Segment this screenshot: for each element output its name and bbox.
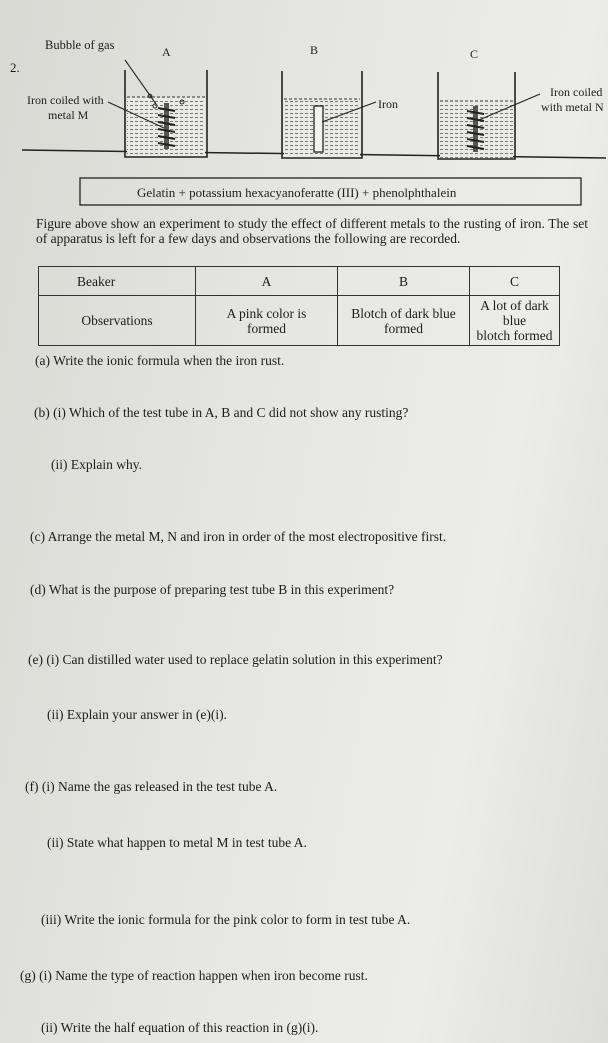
cell-b: Blotch of dark blue formed [338,296,470,346]
question-f-iii: (iii) Write the ionic formula for the pink color to form in test tube A. [41,912,411,927]
header-beaker: Beaker [39,267,196,296]
label-iron-n-2: with metal N [541,100,604,114]
question-g-ii: (ii) Write the half equation of this reaction in (g)(i). [41,1020,319,1035]
question-a: (a) Write the ionic formula when the iron rust. [35,353,285,368]
question-b-i: (b) (i) Which of the test tube in A, B and C did not show any rusting? [34,405,409,420]
figure-caption: Figure above show an experiment to study the effect of different metals to the rusting of iron. The set of apparatus is left for a few days and observations the following are recorded. [36,216,588,246]
header-c: C [470,267,560,296]
header-a: A [196,267,338,296]
label-iron-n-1: Iron coiled [550,85,603,99]
solution-label: Gelatin + potassium hexacyanoferatte (III) + phenolphthalein [137,185,457,200]
experiment-diagram [0,0,608,215]
header-b: B [338,267,470,296]
question-e-ii: (ii) Explain your answer in (e)(i). [47,707,227,722]
label-beaker-a: A [162,45,171,59]
cell-a: A pink color is formed [196,296,338,346]
row-label-observations: Observations [39,296,196,346]
question-g-i: (g) (i) Name the type of reaction happen when iron become rust. [20,968,368,983]
question-e-i: (e) (i) Can distilled water used to replace gelatin solution in this experiment? [28,652,443,667]
iron-nail [314,106,323,152]
label-iron-m-1: Iron coiled with [27,93,104,107]
question-number: 2. [10,60,20,75]
question-c: (c) Arrange the metal M, N and iron in order of the most electropositive first. [30,529,447,544]
observation-table [38,266,560,346]
label-bubble: Bubble of gas [45,38,115,52]
cell-c: A lot of dark blue blotch formed [470,296,560,346]
label-iron-m-2: metal M [48,108,89,122]
question-f-ii: (ii) State what happen to metal M in test tube A. [47,835,307,850]
label-beaker-c: C [470,47,479,61]
question-b-ii: (ii) Explain why. [51,457,142,472]
question-d: (d) What is the purpose of preparing test tube B in this experiment? [30,582,395,597]
question-f-i: (f) (i) Name the gas released in the test tube A. [25,779,278,794]
table-row [39,296,560,346]
label-iron: Iron [378,97,398,111]
table-header-row [39,267,560,296]
label-beaker-b: B [310,43,319,57]
